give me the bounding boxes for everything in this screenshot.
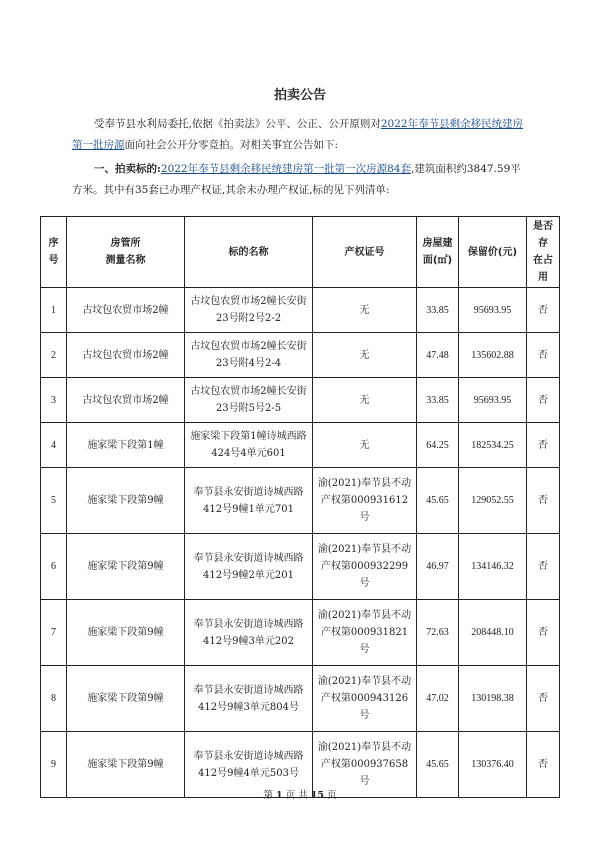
cell-lot-name: 古坟包农贸市场2幢长安街23号附2号2-2 xyxy=(185,288,313,333)
cell-reserve-price: 95693.95 xyxy=(459,378,527,423)
cell-lot-name: 奉节县永安街道诗城西路412号9幢3单元202 xyxy=(185,600,313,666)
header-office: 房管所 测量名称 xyxy=(67,217,185,288)
cell-reserve-price: 130376.40 xyxy=(459,732,527,798)
header-lot-name: 标的名称 xyxy=(185,217,313,288)
cell-no: 4 xyxy=(41,423,67,468)
cell-area: 72.63 xyxy=(417,600,459,666)
cell-office: 古坟包农贸市场2幢 xyxy=(67,333,185,378)
cell-lot-name: 施家梁下段第1幢诗城西路424号4单元601 xyxy=(185,423,313,468)
cell-cert: 无 xyxy=(313,423,417,468)
cell-occupied: 否 xyxy=(527,600,560,666)
cell-cert: 渝(2021)奉节县不动产权第000931612号 xyxy=(313,468,417,534)
document-title: 拍卖公告 xyxy=(273,88,326,103)
cell-lot-name: 古坟包农贸市场2幢长安街23号附5号2-5 xyxy=(185,378,313,423)
cell-office: 施家梁下段第9幢 xyxy=(67,600,185,666)
header-occupied: 是否存 在占用 xyxy=(527,217,560,288)
cell-area: 46.97 xyxy=(417,534,459,600)
cell-cert: 渝(2021)奉节县不动产权第000931821号 xyxy=(313,600,417,666)
cell-occupied: 否 xyxy=(527,423,560,468)
table-row xyxy=(41,534,560,600)
cell-occupied: 否 xyxy=(527,288,560,333)
cell-office: 施家梁下段第9幢 xyxy=(67,666,185,732)
cell-office: 施家梁下段第1幢 xyxy=(67,423,185,468)
table-row xyxy=(41,423,560,468)
table-row xyxy=(41,468,560,534)
header-area: 房屋建 面(㎡) xyxy=(417,217,459,288)
cell-office: 施家梁下段第9幢 xyxy=(67,732,185,798)
cell-office: 古坟包农贸市场2幢 xyxy=(67,378,185,423)
table-row xyxy=(41,333,560,378)
cell-area: 33.85 xyxy=(417,378,459,423)
cell-occupied: 否 xyxy=(527,468,560,534)
cell-cert: 渝(2021)奉节县不动产权第000937658号 xyxy=(313,732,417,798)
cell-lot-name: 奉节县永安街道诗城西路412号9幢1单元701 xyxy=(185,468,313,534)
intro-text-before: 受奉节县水利局委托,依据《拍卖法》公平、公正、公开原则对 xyxy=(94,118,381,130)
cell-area: 45.65 xyxy=(417,468,459,534)
table-header-row xyxy=(41,217,560,288)
intro-text-after: 面向社会公开分零竞拍。对相关事宜公告如下: xyxy=(124,139,339,151)
cell-reserve-price: 182534.25 xyxy=(459,423,527,468)
cell-office: 施家梁下段第9幢 xyxy=(67,534,185,600)
cell-no: 9 xyxy=(41,732,67,798)
cell-office: 古坟包农贸市场2幢 xyxy=(67,288,185,333)
cell-no: 1 xyxy=(41,288,67,333)
cell-area: 47.48 xyxy=(417,333,459,378)
section-1-heading: 一、拍卖标的: xyxy=(94,163,161,175)
cell-occupied: 否 xyxy=(527,666,560,732)
cell-office: 施家梁下段第9幢 xyxy=(67,468,185,534)
table-row xyxy=(41,288,560,333)
cell-cert: 渝(2021)奉节县不动产权第000943126号 xyxy=(313,666,417,732)
intro-paragraph xyxy=(72,114,530,156)
cell-reserve-price: 95693.95 xyxy=(459,288,527,333)
cell-cert: 无 xyxy=(313,288,417,333)
section-1-paragraph xyxy=(72,159,530,201)
cell-lot-name: 奉节县永安街道诗城西路412号9幢2单元201 xyxy=(185,534,313,600)
cell-reserve-price: 208448.10 xyxy=(459,600,527,666)
cell-cert: 渝(2021)奉节县不动产权第000932299号 xyxy=(313,534,417,600)
table-row xyxy=(41,378,560,423)
cell-lot-name: 奉节县永安街道诗城西路412号9幢3单元804号 xyxy=(185,666,313,732)
cell-no: 6 xyxy=(41,534,67,600)
cell-reserve-price: 129052.55 xyxy=(459,468,527,534)
cell-area: 45.65 xyxy=(417,732,459,798)
table-row xyxy=(41,600,560,666)
cell-reserve-price: 130198.38 xyxy=(459,666,527,732)
current-page-number: 1 xyxy=(276,790,283,801)
cell-occupied: 否 xyxy=(527,378,560,423)
cell-area: 47.02 xyxy=(417,666,459,732)
page-footer: 第 1 页 共 15 页 xyxy=(263,790,337,801)
table-row xyxy=(41,666,560,732)
cell-no: 7 xyxy=(41,600,67,666)
header-cert: 产权证号 xyxy=(313,217,417,288)
cell-occupied: 否 xyxy=(527,333,560,378)
auction-lots-table xyxy=(40,216,560,798)
cell-cert: 无 xyxy=(313,378,417,423)
section-1-text: ,建筑面积约3847.59平方米。其中有35套已办理产权证,其余未办理产权证,标的见下列清单: xyxy=(72,163,521,196)
cell-lot-name: 古坟包农贸市场2幢长安街23号附4号2-4 xyxy=(185,333,313,378)
cell-reserve-price: 135602.88 xyxy=(459,333,527,378)
cell-no: 5 xyxy=(41,468,67,534)
cell-occupied: 否 xyxy=(527,534,560,600)
total-pages: 15 xyxy=(310,790,324,801)
cell-occupied: 否 xyxy=(527,732,560,798)
cell-no: 2 xyxy=(41,333,67,378)
cell-no: 3 xyxy=(41,378,67,423)
cell-reserve-price: 134146.32 xyxy=(459,534,527,600)
header-no: 序 号 xyxy=(41,217,67,288)
cell-cert: 无 xyxy=(313,333,417,378)
cell-lot-name: 奉节县永安街道诗城西路412号9幢4单元503号 xyxy=(185,732,313,798)
intro-project-name: 2022年奉节县剩余移民统建房第一批房源 xyxy=(72,118,524,151)
cell-no: 8 xyxy=(41,666,67,732)
header-reserve-price: 保留价(元) xyxy=(459,217,527,288)
cell-area: 64.25 xyxy=(417,423,459,468)
section-1-batch-name: 2022年奉节县剩余移民统建房第一批第一次房源 xyxy=(160,163,388,175)
cell-area: 33.85 xyxy=(417,288,459,333)
section-1-count: 84套 xyxy=(387,163,411,175)
